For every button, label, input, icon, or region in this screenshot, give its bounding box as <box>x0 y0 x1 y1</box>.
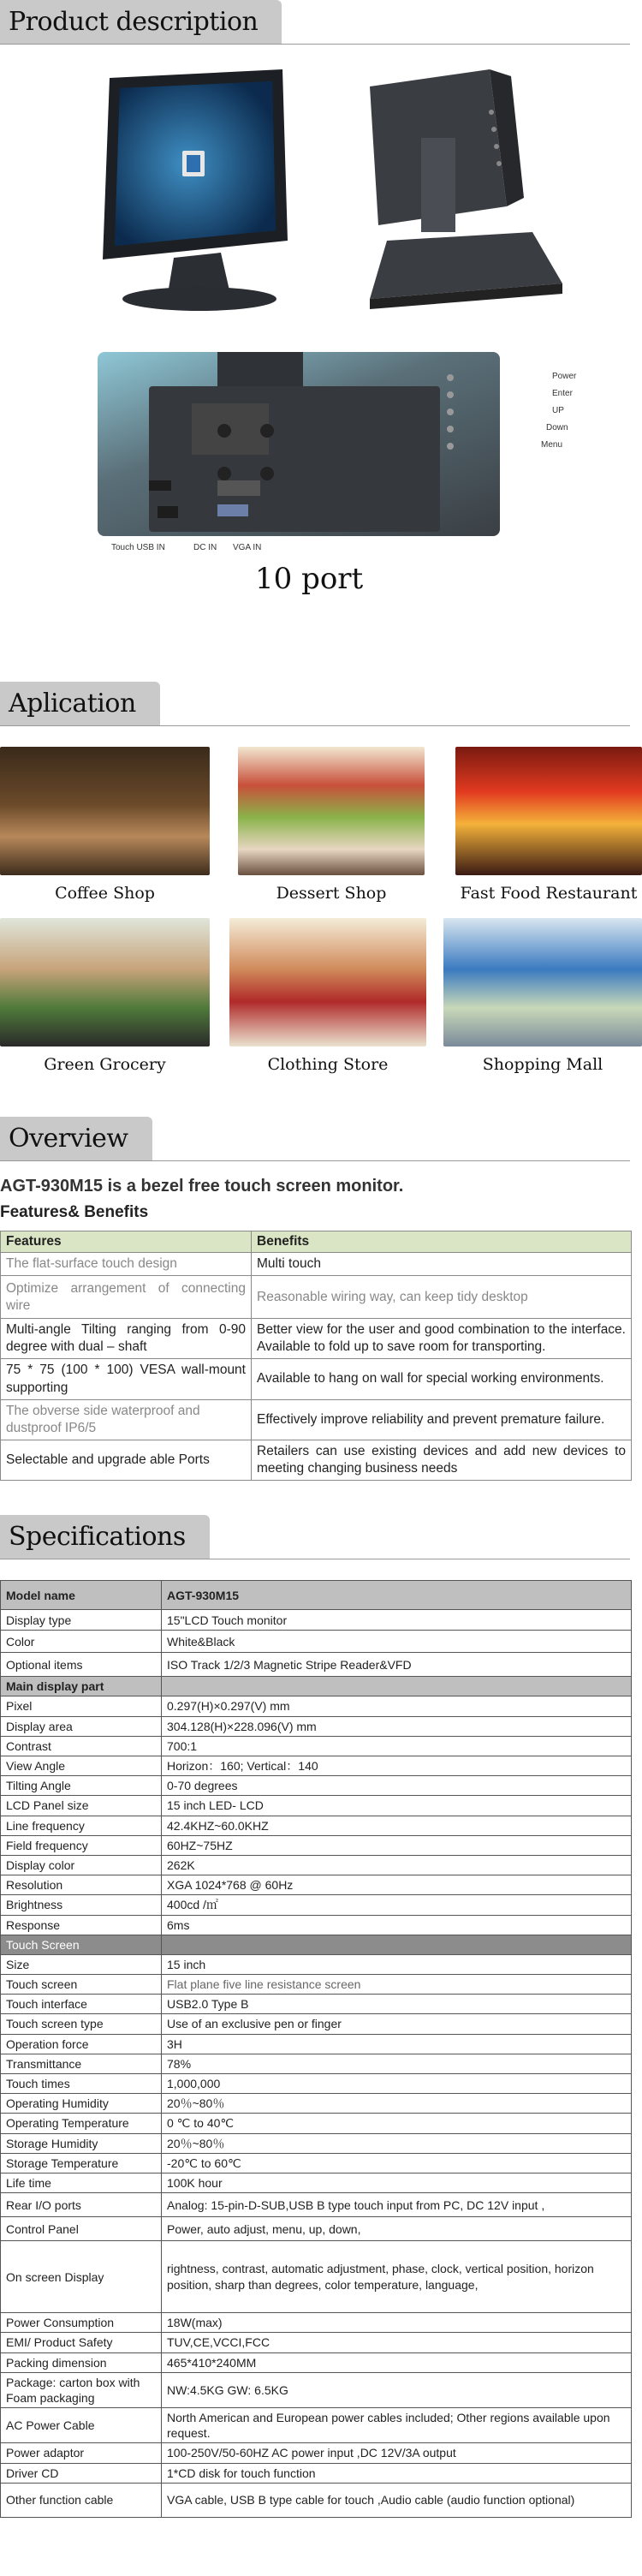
label-up: UP <box>552 406 564 415</box>
spec-key: Control Panel <box>1 2217 162 2241</box>
dessert-shop-image <box>238 747 425 875</box>
spec-row <box>1 2014 632 2034</box>
benefit-cell: Available to hang on wall for special working environments. <box>252 1359 632 1399</box>
spec-key: Life time <box>1 2173 162 2192</box>
section-title: Product description <box>0 0 282 45</box>
spec-value: 6ms <box>162 1915 632 1935</box>
spec-row <box>1 2241 632 2313</box>
benefit-cell: Multi touch <box>252 1253 632 1276</box>
feature-cell: The flat-surface touch design <box>1 1253 252 1276</box>
spec-row <box>1 1875 632 1895</box>
app-shopping-mall <box>443 918 642 1074</box>
spec-key: LCD Panel size <box>1 1796 162 1816</box>
spec-row <box>1 2333 632 2352</box>
section-header-product <box>0 0 642 48</box>
section-header-overview <box>0 1117 642 1165</box>
spec-value: XGA 1024*768 @ 60Hz <box>162 1875 632 1895</box>
spec-value: 400cd /㎡ <box>162 1895 632 1915</box>
spec-value: 465*410*240MM <box>162 2352 632 2372</box>
spec-key: Main display part <box>1 1677 162 1696</box>
label-vga-in: VGA IN <box>233 543 262 552</box>
spec-value: 1,000,000 <box>162 2074 632 2094</box>
spec-header-row <box>1 1581 632 1610</box>
spec-value: TUV,CE,VCCI,FCC <box>162 2333 632 2352</box>
features-table <box>0 1231 632 1481</box>
spec-value: AGT-930M15 <box>162 1581 632 1610</box>
spec-row <box>1 2217 632 2241</box>
spec-key: Driver CD <box>1 2463 162 2483</box>
app-caption: Clothing Store <box>267 1055 389 1074</box>
spec-row <box>1 1716 632 1736</box>
spec-value: -20℃ to 60℃ <box>162 2153 632 2173</box>
label-menu: Menu <box>541 440 563 450</box>
spec-key: Power Consumption <box>1 2313 162 2333</box>
spec-row <box>1 1954 632 1974</box>
spec-value: 15 inch LED- LCD <box>162 1796 632 1816</box>
spec-value <box>162 1677 632 1696</box>
spec-key: Display color <box>1 1855 162 1875</box>
spec-table <box>0 1580 632 2518</box>
spec-value: 0-70 degrees <box>162 1776 632 1796</box>
spec-key: Response <box>1 1915 162 1935</box>
app-fast-food <box>455 747 642 903</box>
label-down: Down <box>546 423 568 432</box>
spec-row <box>1 2114 632 2133</box>
table-row <box>1 1399 632 1440</box>
spec-value: 0 ℃ to 40℃ <box>162 2114 632 2133</box>
spec-row <box>1 2054 632 2073</box>
spec-key: Color <box>1 1631 162 1653</box>
spec-key: Display type <box>1 1610 162 1631</box>
table-row <box>1 1359 632 1399</box>
spec-value: Analog: 15-pin-D-SUB,USB B type touch input from PC, DC 12V input , <box>162 2193 632 2217</box>
spec-row <box>1 2133 632 2153</box>
spec-value: 20％~80％ <box>162 2094 632 2114</box>
spec-value: 304.128(H)×228.096(V) mm <box>162 1716 632 1736</box>
app-dessert-shop <box>238 747 425 903</box>
label-power: Power <box>552 372 577 381</box>
spec-value: rightness, contrast, automatic adjustment, phase, clock, vertical position, horizon position, sharp than degrees, color temperature, language, <box>162 2241 632 2313</box>
spec-value: VGA cable, USB B type cable for touch ,Audio cable (audio function optional) <box>162 2483 632 2517</box>
features-title: Features& Benefits <box>0 1203 149 1221</box>
spec-key: Pixel <box>1 1696 162 1716</box>
spec-key: Other function cable <box>1 2483 162 2517</box>
feature-cell: Optimize arrangement of connecting wire <box>1 1276 252 1319</box>
table-row <box>1 1253 632 1276</box>
monitor-front-image <box>92 69 298 318</box>
spec-key: Rear I/O ports <box>1 2193 162 2217</box>
spec-row <box>1 1935 632 1954</box>
spec-row <box>1 2372 632 2407</box>
spec-row <box>1 1653 632 1677</box>
overview-headline: AGT-930M15 is a bezel free touch screen monitor. <box>0 1177 404 1196</box>
spec-row <box>1 2193 632 2217</box>
green-grocery-image <box>0 918 210 1046</box>
label-dc-in: DC IN <box>193 543 217 552</box>
benefit-cell: Reasonable wiring way, can keep tidy desktop <box>252 1276 632 1319</box>
spec-key: Operation force <box>1 2034 162 2054</box>
table-row <box>1 1276 632 1319</box>
product-area <box>0 48 642 639</box>
spec-row <box>1 1835 632 1855</box>
spec-row <box>1 2408 632 2443</box>
divider <box>0 44 630 45</box>
spec-value: 60HZ~75HZ <box>162 1835 632 1855</box>
app-coffee-shop <box>0 747 210 903</box>
benefit-cell: Effectively improve reliability and prevent premature failure. <box>252 1399 632 1440</box>
spec-row <box>1 1995 632 2014</box>
spec-value: 15 inch <box>162 1954 632 1974</box>
spec-row <box>1 1796 632 1816</box>
app-caption: Fast Food Restaurant <box>460 884 638 903</box>
benefit-cell: Better view for the user and good combination to the interface. Available to fold up to save room for transporting. <box>252 1319 632 1359</box>
application-grid <box>0 747 642 1115</box>
spec-row <box>1 2153 632 2173</box>
coffee-shop-image <box>0 747 210 875</box>
feature-cell: 75 * 75 (100 * 100) VESA wall-mount supporting <box>1 1359 252 1399</box>
spec-row <box>1 1895 632 1915</box>
app-caption: Green Grocery <box>44 1055 166 1074</box>
spec-value: Flat plane five line resistance screen <box>162 1975 632 1995</box>
spec-value: 100K hour <box>162 2173 632 2192</box>
spec-value: 1*CD disk for touch function <box>162 2463 632 2483</box>
spec-row <box>1 2483 632 2517</box>
spec-row <box>1 1855 632 1875</box>
spec-row <box>1 1975 632 1995</box>
spec-value: ISO Track 1/2/3 Magnetic Stripe Reader&VFD <box>162 1653 632 1677</box>
spec-row <box>1 1631 632 1653</box>
section-header-specifications <box>0 1515 642 1563</box>
label-touch-usb: Touch USB IN <box>111 543 165 552</box>
spec-value: White&Black <box>162 1631 632 1653</box>
spec-row <box>1 2313 632 2333</box>
spec-key: Resolution <box>1 1875 162 1895</box>
divider <box>0 725 630 726</box>
spec-key: Transmittance <box>1 2054 162 2073</box>
spec-value: USB2.0 Type B <box>162 1995 632 2014</box>
spec-key: Touch screen type <box>1 2014 162 2034</box>
spec-row <box>1 2094 632 2114</box>
spec-key: Tilting Angle <box>1 1776 162 1796</box>
spec-key: Model name <box>1 1581 162 1610</box>
spec-value: 42.4KHZ~60.0KHZ <box>162 1816 632 1835</box>
shopping-mall-image <box>443 918 642 1046</box>
section-title: Aplication <box>0 682 160 726</box>
spec-row <box>1 1610 632 1631</box>
spec-row <box>1 2352 632 2372</box>
label-enter: Enter <box>552 389 573 398</box>
spec-key: Storage Humidity <box>1 2133 162 2153</box>
spec-row <box>1 1677 632 1696</box>
feature-cell: Multi-angle Tilting ranging from 0-90 degree with dual – shaft <box>1 1319 252 1359</box>
section-title: Specifications <box>0 1515 210 1559</box>
spec-key: Operating Temperature <box>1 2114 162 2133</box>
spec-value: 3H <box>162 2034 632 2054</box>
spec-key: View Angle <box>1 1756 162 1776</box>
spec-value: 100-250V/50-60HZ AC power input ,DC 12V/3A output <box>162 2443 632 2463</box>
port-panel-image <box>98 352 500 536</box>
spec-row <box>1 2463 632 2483</box>
spec-value: 700:1 <box>162 1736 632 1756</box>
section-title: Overview <box>0 1117 152 1161</box>
fast-food-image <box>455 747 642 875</box>
spec-row <box>1 2443 632 2463</box>
spec-row <box>1 2074 632 2094</box>
spec-value: 262K <box>162 1855 632 1875</box>
spec-key: Contrast <box>1 1736 162 1756</box>
spec-key: Operating Humidity <box>1 2094 162 2114</box>
feature-cell: The obverse side waterproof and dustproof IP6/5 <box>1 1399 252 1440</box>
spec-row <box>1 2034 632 2054</box>
spec-key: Package: carton box with Foam packaging <box>1 2372 162 2407</box>
spec-key: EMI/ Product Safety <box>1 2333 162 2352</box>
spec-key: AC Power Cable <box>1 2408 162 2443</box>
section-header-application <box>0 682 642 730</box>
spec-value: 78% <box>162 2054 632 2073</box>
app-caption: Dessert Shop <box>276 884 387 903</box>
table-row <box>1 1440 632 1480</box>
spec-key: Size <box>1 1954 162 1974</box>
spec-row <box>1 1915 632 1935</box>
spec-row <box>1 2173 632 2192</box>
table-header-row <box>1 1231 632 1253</box>
spec-value: 15"LCD Touch monitor <box>162 1610 632 1631</box>
ten-port-caption: 10 port <box>255 562 364 596</box>
app-clothing-store <box>229 918 426 1074</box>
spec-value: 18W(max) <box>162 2313 632 2333</box>
spec-key: Touch Screen <box>1 1935 162 1954</box>
spec-key: Line frequency <box>1 1816 162 1835</box>
spec-row <box>1 1756 632 1776</box>
spec-value: Horizon：160; Vertical：140 <box>162 1756 632 1776</box>
table-row <box>1 1319 632 1359</box>
app-caption: Coffee Shop <box>55 884 155 903</box>
spec-key: Brightness <box>1 1895 162 1915</box>
app-green-grocery <box>0 918 210 1074</box>
spec-value: North American and European power cables included; Other regions available upon request. <box>162 2408 632 2443</box>
app-caption: Shopping Mall <box>482 1055 603 1074</box>
clothing-store-image <box>229 918 426 1046</box>
col-features: Features <box>1 1231 252 1253</box>
spec-value: 0.297(H)×0.297(V) mm <box>162 1696 632 1716</box>
spec-key: Storage Temperature <box>1 2153 162 2173</box>
feature-cell: Selectable and upgrade able Ports <box>1 1440 252 1480</box>
spec-key: Packing dimension <box>1 2352 162 2372</box>
spec-key: Touch screen <box>1 1975 162 1995</box>
spec-row <box>1 1696 632 1716</box>
divider <box>0 1160 630 1161</box>
benefit-cell: Retailers can use existing devices and add new devices to meeting changing business needs <box>252 1440 632 1480</box>
spec-value: Use of an exclusive pen or finger <box>162 2014 632 2034</box>
spec-row <box>1 1736 632 1756</box>
spec-key: Power adaptor <box>1 2443 162 2463</box>
spec-value <box>162 1935 632 1954</box>
spec-key: Display area <box>1 1716 162 1736</box>
spec-value: Power, auto adjust, menu, up, down, <box>162 2217 632 2241</box>
col-benefits: Benefits <box>252 1231 632 1253</box>
spec-key: Optional items <box>1 1653 162 1677</box>
spec-value: NW:4.5KG GW: 6.5KG <box>162 2372 632 2407</box>
spec-key: Touch interface <box>1 1995 162 2014</box>
spec-row <box>1 1776 632 1796</box>
monitor-back-image <box>361 69 575 318</box>
spec-key: Touch times <box>1 2074 162 2094</box>
spec-key: On screen Display <box>1 2241 162 2313</box>
spec-value: 20％~80％ <box>162 2133 632 2153</box>
spec-key: Field frequency <box>1 1835 162 1855</box>
spec-row <box>1 1816 632 1835</box>
